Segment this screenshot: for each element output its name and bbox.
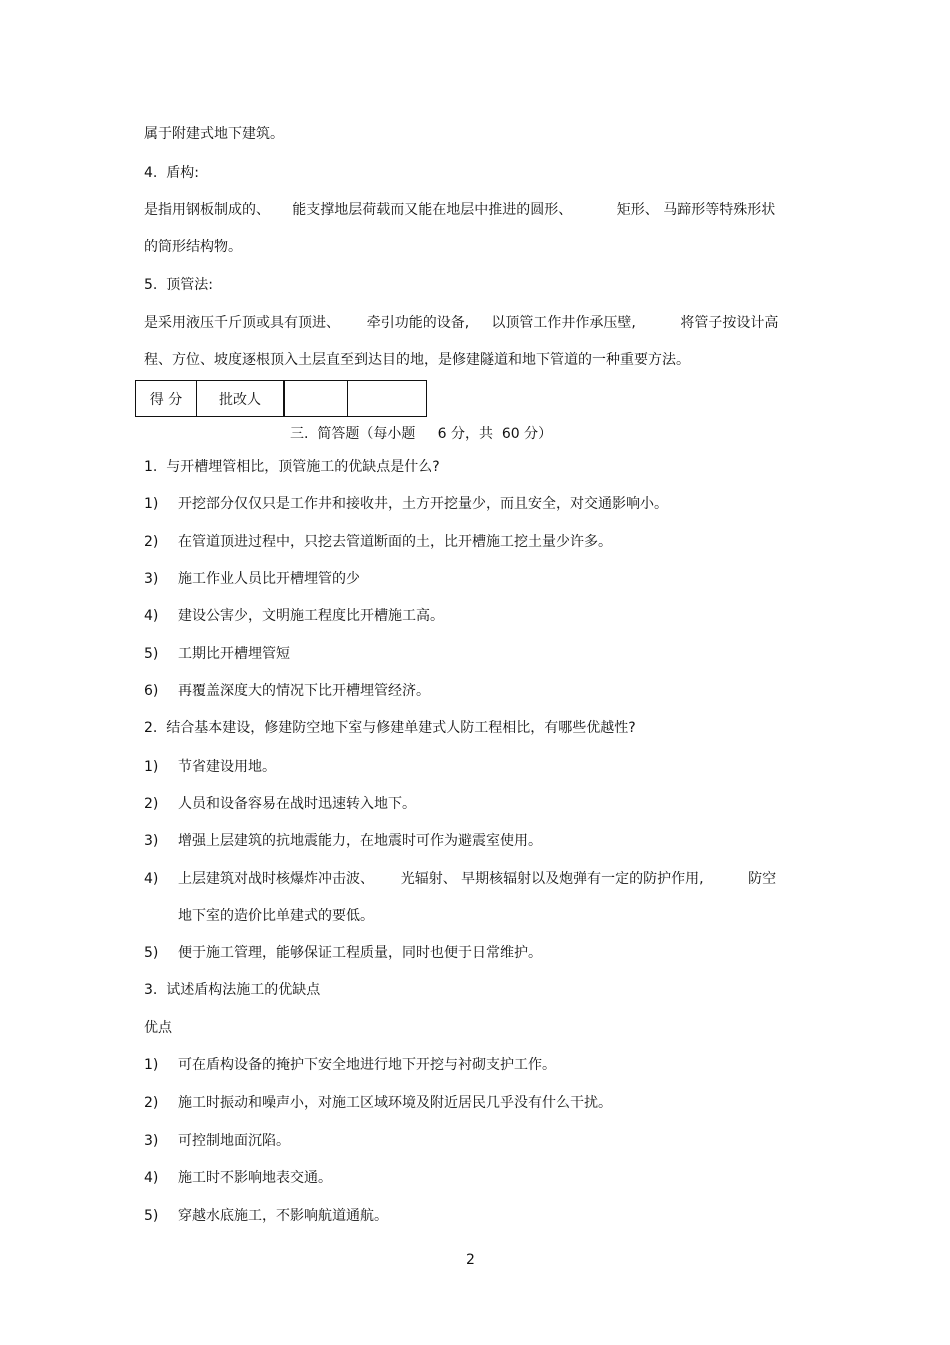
score-entry-table xyxy=(284,380,427,417)
score-table xyxy=(135,380,284,417)
item-text: 节省建设用地。 xyxy=(178,759,276,775)
item-number: 6) xyxy=(144,683,159,699)
item-text: 施工时不影响地表交通。 xyxy=(178,1170,332,1186)
item-number: 2) xyxy=(144,796,159,812)
subheading-advantages: 优点 xyxy=(144,1020,172,1036)
paragraph-line: 属于附建式地下建筑。 xyxy=(144,126,284,142)
paragraph-line: 的筒形结构物。 xyxy=(144,239,242,255)
score-label-cell: 得 分 xyxy=(136,381,197,417)
term-heading: 4. 盾构: xyxy=(144,165,199,181)
item-number: 2) xyxy=(144,1095,159,1111)
item-number: 2) xyxy=(144,534,159,550)
item-number: 3) xyxy=(144,833,159,849)
item-number: 5) xyxy=(144,945,159,961)
item-text: 人员和设备容易在战时迅速转入地下。 xyxy=(178,796,416,812)
term-heading: 5. 顶管法: xyxy=(144,277,213,293)
item-number: 5) xyxy=(144,646,159,662)
question-title: 1. 与开槽埋管相比，顶管施工的优缺点是什么? xyxy=(144,459,440,475)
item-number: 3) xyxy=(144,571,159,587)
item-text: 开挖部分仅仅只是工作井和接收井，土方开挖量少，而且安全，对交通影响小。 xyxy=(178,496,668,512)
section-title: 三. 简答题（每小题 6 分，共 60 分） xyxy=(290,426,553,442)
item-number: 1) xyxy=(144,759,159,775)
item-text: 建设公害少，文明施工程度比开槽施工高。 xyxy=(178,608,444,624)
grader-label-cell: 批改人 xyxy=(197,381,284,417)
item-text: 增强上层建筑的抗地震能力，在地震时可作为避震室使用。 xyxy=(178,833,542,849)
item-text: 工期比开槽埋管短 xyxy=(178,646,290,662)
question-title: 2. 结合基本建设，修建防空地下室与修建单建式人防工程相比，有哪些优越性? xyxy=(144,720,636,736)
item-text: 可控制地面沉陷。 xyxy=(178,1133,290,1149)
score-entry-cell xyxy=(285,381,348,417)
page-number: 2 xyxy=(466,1252,475,1268)
item-number: 1) xyxy=(144,496,159,512)
item-text: 施工作业人员比开槽埋管的少 xyxy=(178,571,360,587)
paragraph-line: 程、方位、坡度逐根顶入土层直至到达目的地，是修建隧道和地下管道的一种重要方法。 xyxy=(144,352,690,368)
item-text: 穿越水底施工，不影响航道通航。 xyxy=(178,1208,388,1224)
item-number: 4) xyxy=(144,1170,159,1186)
grader-entry-cell xyxy=(348,381,427,417)
item-number: 1) xyxy=(144,1057,159,1073)
item-text: 便于施工管理，能够保证工程质量，同时也便于日常维护。 xyxy=(178,945,542,961)
paragraph-line: 是采用液压千斤顶或具有顶进、 牵引功能的设备, 以顶管工作井作承压壁, 将管子按设计高 xyxy=(144,315,779,331)
item-number: 3) xyxy=(144,1133,159,1149)
item-text: 可在盾构设备的掩护下安全地进行地下开挖与衬砌支护工作。 xyxy=(178,1057,556,1073)
item-text: 在管道顶进过程中，只挖去管道断面的土，比开槽施工挖土量少许多。 xyxy=(178,534,612,550)
question-title: 3. 试述盾构法施工的优缺点 xyxy=(144,982,321,998)
paragraph-line: 是指用钢板制成的、 能支撑地层荷载而又能在地层中推进的圆形、 矩形、 马蹄形等特殊形状 xyxy=(144,202,776,218)
item-text: 再覆盖深度大的情况下比开槽埋管经济。 xyxy=(178,683,430,699)
item-number: 4) xyxy=(144,608,159,624)
item-number: 5) xyxy=(144,1208,159,1224)
item-text-continuation: 地下室的造价比单建式的要低。 xyxy=(178,908,374,924)
item-text: 施工时振动和噪声小，对施工区域环境及附近居民几乎没有什么干扰。 xyxy=(178,1095,612,1111)
item-number: 4) xyxy=(144,871,159,887)
item-text: 上层建筑对战时核爆炸冲击波、 光辐射、 早期核辐射以及炮弹有一定的防护作用, 防空 xyxy=(178,871,777,887)
